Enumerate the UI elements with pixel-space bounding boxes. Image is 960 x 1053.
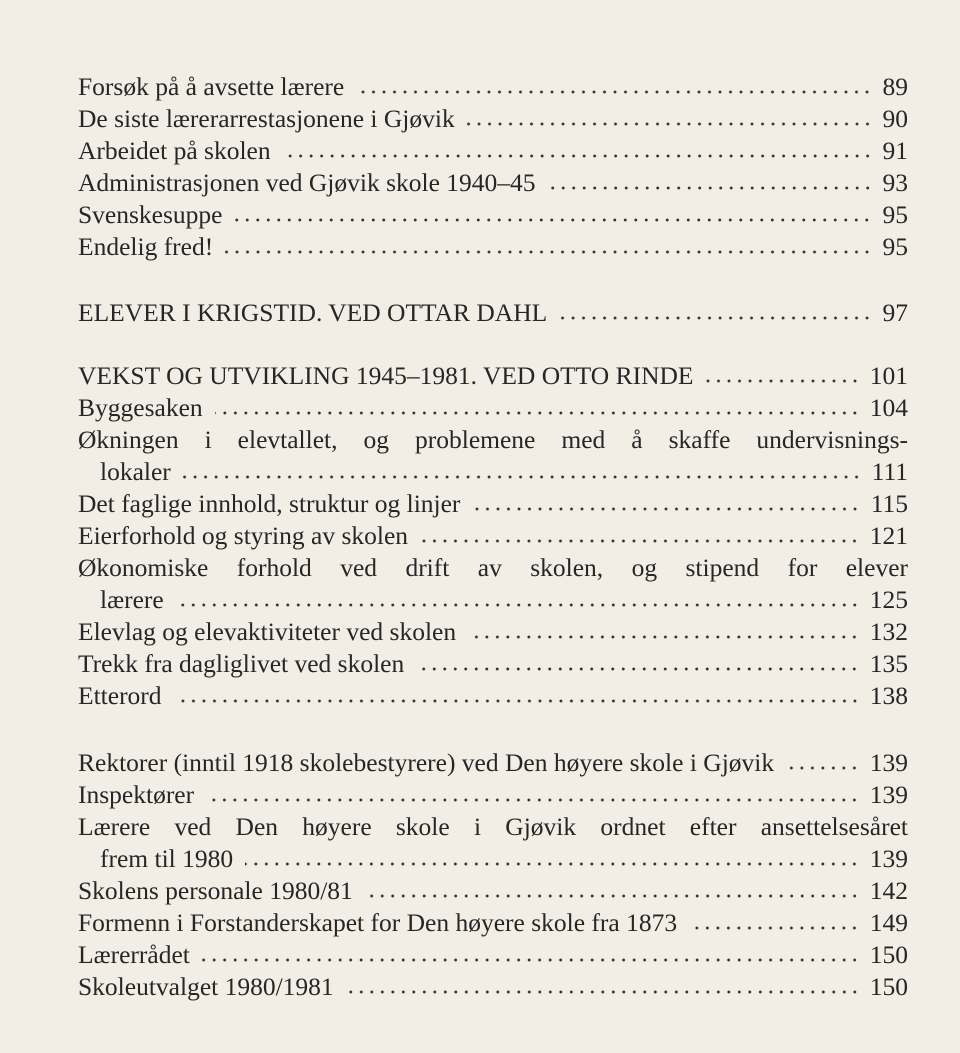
toc-entry: [78, 297, 908, 329]
toc-entry-title: Det faglige innhold, struktur og linjer: [78, 489, 461, 518]
table-of-contents: [78, 71, 908, 1003]
toc-entry: [78, 680, 908, 712]
toc-entry-title: VEKST OG UTVIKLING 1945–1981. VED OTTO RINDE: [78, 361, 694, 390]
toc-page-number: 125: [869, 585, 908, 614]
toc-entry-title: Endelig fred!: [78, 232, 214, 261]
toc-page-number: 104: [869, 393, 908, 422]
toc-entry-continuation: lærere: [100, 585, 164, 614]
leader-dots: [215, 410, 860, 416]
toc-entry: [78, 843, 908, 875]
leader-dots: [416, 666, 860, 672]
toc-page-number: 91: [882, 136, 908, 165]
leader-dots: [283, 153, 873, 159]
toc-entry: [78, 199, 908, 231]
toc-page-number: 135: [869, 649, 908, 678]
toc-entry-title: Rektorer (inntil 1918 skolebestyrere) ved Den høyere skole i Gjøvik: [78, 748, 775, 777]
toc-entry: [78, 167, 908, 199]
toc-page-number: 149: [869, 908, 908, 937]
toc-entry-continuation: lokaler: [100, 457, 171, 486]
leader-dots: [468, 634, 860, 640]
leader-dots: [365, 893, 860, 899]
toc-entry-title: Etterord: [78, 681, 162, 710]
toc-page-number: 115: [870, 489, 908, 518]
toc-page-number: 150: [869, 972, 908, 1001]
leader-dots: [548, 185, 873, 191]
leader-dots: [467, 121, 873, 127]
toc-entry: [78, 648, 908, 680]
toc-entry: [78, 392, 908, 424]
toc-page-number: 139: [869, 748, 908, 777]
toc-page-number: 132: [869, 617, 908, 646]
toc-entry: [78, 907, 908, 939]
toc-entry-continuation: frem til 1980: [100, 844, 234, 873]
toc-entry: [78, 875, 908, 907]
leader-dots: [225, 249, 872, 255]
toc-page-number: 121: [869, 521, 908, 550]
toc-entry-title: Arbeidet på skolen: [78, 136, 271, 165]
toc-entry-title: De siste lærerarrestasjonene i Gjøvik: [78, 104, 455, 133]
toc-entry: [78, 488, 908, 520]
leader-dots: [202, 957, 860, 963]
toc-page-number: 90: [882, 104, 908, 133]
toc-entry-title: Elevlag og elevaktiviteter ved skolen: [78, 617, 457, 646]
toc-entry: [78, 616, 908, 648]
toc-entry-title: Inspektører: [78, 780, 195, 809]
leader-dots: [786, 765, 860, 771]
toc-entry: [78, 520, 908, 552]
toc-entry-title: Skolens personale 1980/81: [78, 876, 353, 905]
toc-page-number: 97: [882, 298, 908, 327]
leader-dots: [206, 797, 860, 803]
toc-entry: [78, 971, 908, 1003]
leader-dots: [245, 861, 860, 867]
toc-page-number: 150: [869, 940, 908, 969]
leader-dots: [559, 315, 872, 321]
toc-entry-title: Skoleutvalget 1980/1981: [78, 972, 334, 1001]
toc-entry: [78, 584, 908, 616]
leader-dots: [176, 602, 860, 608]
section-spacer: [78, 263, 908, 297]
leader-dots: [472, 506, 860, 512]
toc-entry: [78, 456, 908, 488]
toc-entry-title: Økonomiske forhold ved drift av skolen, og stipend for elever: [78, 553, 908, 582]
toc-entry-title: Formenn i Forstanderskapet for Den høyere skole fra 1873: [78, 908, 678, 937]
section-spacer: [78, 712, 908, 747]
toc-entry: [78, 360, 908, 392]
toc-entry: [78, 71, 908, 103]
leader-dots: [706, 378, 860, 384]
leader-dots: [234, 217, 872, 223]
toc-entry-title: Lærerrådet: [78, 940, 190, 969]
leader-dots: [356, 89, 872, 95]
toc-page-number: 93: [882, 168, 908, 197]
toc-entry: [78, 103, 908, 135]
toc-entry: [78, 231, 908, 263]
toc-page-number: 111: [871, 457, 908, 486]
leader-dots: [346, 989, 860, 995]
toc-entry: [78, 747, 908, 779]
toc-entry: [78, 939, 908, 971]
toc-entry-title: Svenskesuppe: [78, 200, 223, 229]
toc-entry-title: Økningen i elevtallet, og problemene med å skaffe undervisnings-: [78, 425, 908, 454]
toc-page-number: 95: [882, 232, 908, 261]
toc-entry-title: Trekk fra dagliglivet ved skolen: [78, 649, 405, 678]
leader-dots: [183, 474, 862, 480]
toc-entry-title: Forsøk på å avsette lærere: [78, 72, 345, 101]
leader-dots: [689, 925, 860, 931]
toc-page-number: 139: [869, 844, 908, 873]
toc-entry: [78, 135, 908, 167]
toc-entry-title: Byggesaken: [78, 393, 203, 422]
toc-page-number: 139: [869, 780, 908, 809]
toc-page-number: 89: [882, 72, 908, 101]
leader-dots: [420, 538, 860, 544]
toc-page-number: 101: [869, 361, 908, 390]
toc-entry-title: ELEVER I KRIGSTID. VED OTTAR DAHL: [78, 298, 548, 327]
section-spacer: [78, 329, 908, 360]
toc-entry-title: Administrasjonen ved Gjøvik skole 1940–45: [78, 168, 536, 197]
toc-entry: [78, 779, 908, 811]
leader-dots: [174, 698, 860, 704]
toc-entry-title: Eierforhold og styring av skolen: [78, 521, 409, 550]
toc-page-number: 142: [869, 876, 908, 905]
toc-entry-title: Lærere ved Den høyere skole i Gjøvik ordnet efter ansettelsesåret: [78, 812, 908, 841]
toc-page-number: 138: [869, 681, 908, 710]
toc-page-number: 95: [882, 200, 908, 229]
